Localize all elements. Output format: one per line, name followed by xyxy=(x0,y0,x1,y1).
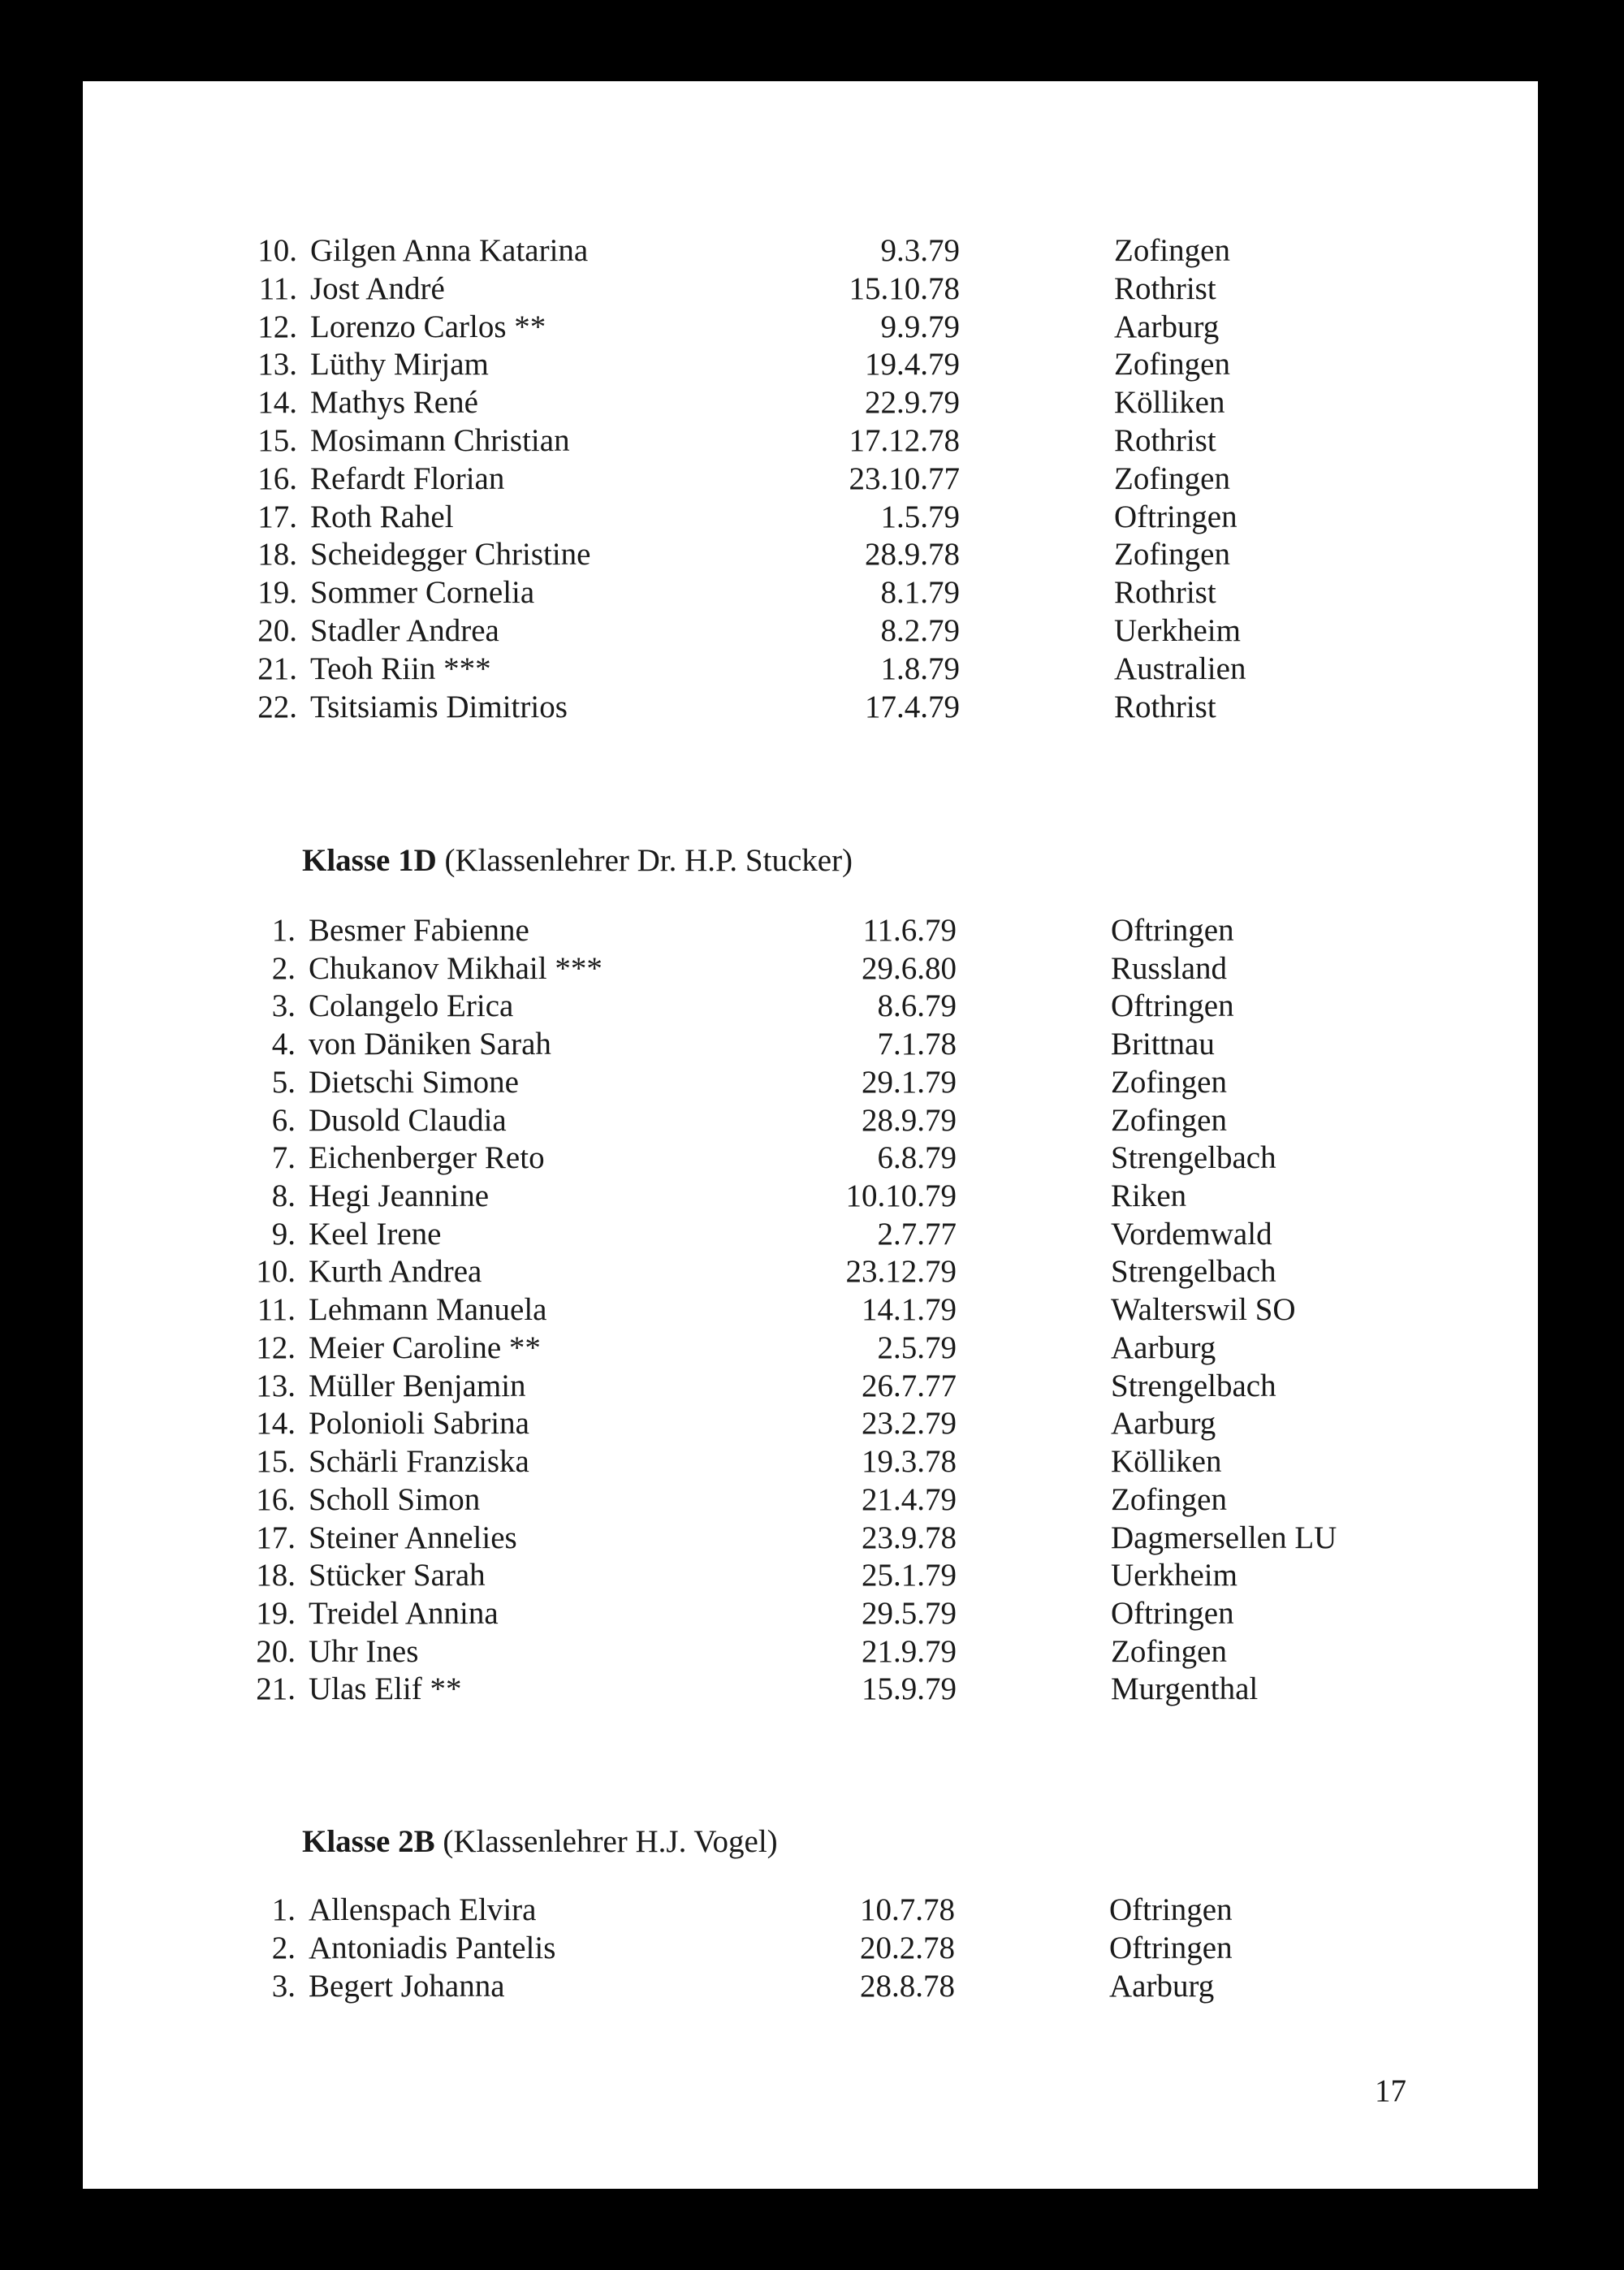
student-name: Gilgen Anna Katarina xyxy=(310,233,589,268)
student-row xyxy=(83,270,1538,308)
student-name: Jost André xyxy=(310,270,445,306)
student-row xyxy=(83,1556,1538,1594)
student-name: Lehmann Manuela xyxy=(309,1292,547,1328)
student-name: Ulas Elif ** xyxy=(309,1671,462,1707)
student-number: 13. xyxy=(257,347,297,383)
student-row xyxy=(83,1215,1538,1253)
student-row xyxy=(83,987,1538,1025)
student-row xyxy=(83,1025,1538,1063)
birth-date: 15.10.78 xyxy=(849,270,960,306)
student-name: Roth Rahel xyxy=(310,499,454,534)
hometown: Oftringen xyxy=(1109,1892,1233,1927)
student-row xyxy=(83,1967,1538,2005)
student-name: von Däniken Sarah xyxy=(309,1027,551,1062)
student-row xyxy=(83,1481,1538,1519)
document-page xyxy=(83,81,1538,2189)
birth-date: 26.7.77 xyxy=(862,1368,957,1403)
hometown: Vordemwald xyxy=(1111,1216,1272,1252)
student-name: Stadler Andrea xyxy=(310,613,499,648)
student-number: 19. xyxy=(256,1595,296,1631)
student-row xyxy=(83,1632,1538,1671)
hometown: Oftringen xyxy=(1111,1595,1234,1631)
hometown: Oftringen xyxy=(1111,988,1234,1024)
student-number: 11. xyxy=(258,270,297,306)
student-number: 3. xyxy=(271,988,296,1024)
birth-date: 25.1.79 xyxy=(862,1558,957,1593)
birth-date: 6.8.79 xyxy=(877,1140,957,1176)
birth-date: 8.2.79 xyxy=(880,613,960,648)
hometown: Rothrist xyxy=(1114,270,1216,306)
student-name: Steiner Annelies xyxy=(309,1520,517,1555)
student-row xyxy=(83,1594,1538,1632)
student-number: 15. xyxy=(256,1444,296,1480)
student-number: 2. xyxy=(271,1931,296,1965)
student-number: 3. xyxy=(271,1969,296,2004)
student-row xyxy=(83,1442,1538,1481)
student-name: Scheidegger Christine xyxy=(310,537,591,573)
student-row xyxy=(83,688,1538,726)
student-number: 13. xyxy=(256,1368,296,1403)
birth-date: 21.4.79 xyxy=(862,1481,957,1517)
student-number: 10. xyxy=(257,233,297,268)
birth-date: 20.2.78 xyxy=(860,1931,955,1965)
hometown: Uerkheim xyxy=(1111,1558,1237,1593)
student-name: Eichenberger Reto xyxy=(309,1140,545,1176)
student-number: 18. xyxy=(257,537,297,573)
student-name: Begert Johanna xyxy=(309,1969,505,2004)
student-row xyxy=(83,1063,1538,1101)
birth-date: 17.4.79 xyxy=(865,689,960,724)
student-row xyxy=(83,1177,1538,1215)
hometown: Brittnau xyxy=(1111,1027,1215,1062)
birth-date: 2.5.79 xyxy=(877,1330,957,1365)
student-row xyxy=(83,383,1538,422)
student-name: Schärli Franziska xyxy=(309,1444,529,1480)
student-number: 7. xyxy=(271,1140,296,1176)
birth-date: 1.8.79 xyxy=(880,651,960,686)
birth-date: 8.6.79 xyxy=(877,988,957,1024)
student-row xyxy=(83,1519,1538,1557)
student-number: 14. xyxy=(257,385,297,421)
birth-date: 19.3.78 xyxy=(862,1444,957,1480)
student-name: Antoniadis Pantelis xyxy=(309,1931,556,1965)
hometown: Aarburg xyxy=(1111,1330,1216,1365)
birth-date: 23.2.79 xyxy=(862,1406,957,1442)
page-content xyxy=(83,81,1538,2189)
student-row xyxy=(83,1367,1538,1405)
student-number: 17. xyxy=(256,1520,296,1555)
student-row xyxy=(83,460,1538,498)
student-name: Polonioli Sabrina xyxy=(309,1406,529,1442)
birth-date: 11.6.79 xyxy=(862,913,957,948)
student-number: 19. xyxy=(257,575,297,611)
birth-date: 7.1.78 xyxy=(877,1027,957,1062)
student-row xyxy=(83,573,1538,612)
hometown: Walterswil SO xyxy=(1111,1292,1296,1328)
student-row xyxy=(83,535,1538,573)
student-name: Besmer Fabienne xyxy=(309,913,529,948)
student-name: Colangelo Erica xyxy=(309,988,514,1024)
hometown: Riken xyxy=(1111,1178,1187,1214)
student-name: Refardt Florian xyxy=(310,460,505,496)
birth-date: 1.5.79 xyxy=(880,499,960,534)
student-name: Dusold Claudia xyxy=(309,1102,507,1138)
birth-date: 23.10.77 xyxy=(849,460,960,496)
student-row xyxy=(83,612,1538,650)
birth-date: 22.9.79 xyxy=(865,385,960,421)
student-number: 9. xyxy=(271,1216,296,1252)
birth-date: 29.5.79 xyxy=(862,1595,957,1631)
hometown: Zofingen xyxy=(1114,347,1230,383)
student-name: Müller Benjamin xyxy=(309,1368,526,1403)
student-row xyxy=(83,1252,1538,1291)
student-number: 10. xyxy=(256,1254,296,1290)
student-name: Lorenzo Carlos ** xyxy=(310,309,546,344)
student-name: Dietschi Simone xyxy=(309,1064,519,1100)
student-row xyxy=(83,231,1538,270)
student-name: Kurth Andrea xyxy=(309,1254,482,1290)
teacher-label: (Klassenlehrer H.J. Vogel) xyxy=(434,1824,778,1859)
hometown: Russland xyxy=(1111,950,1228,986)
student-row xyxy=(83,1101,1538,1139)
section-heading-klasse-2b xyxy=(302,1822,778,1861)
hometown: Oftringen xyxy=(1114,499,1237,534)
student-name: Mathys René xyxy=(310,385,478,421)
student-name: Lüthy Mirjam xyxy=(310,347,489,383)
hometown: Rothrist xyxy=(1114,689,1216,724)
hometown: Strengelbach xyxy=(1111,1140,1276,1176)
hometown: Uerkheim xyxy=(1114,613,1241,648)
student-number: 1. xyxy=(271,913,296,948)
birth-date: 29.1.79 xyxy=(862,1064,957,1100)
student-number: 20. xyxy=(256,1633,296,1669)
student-row xyxy=(83,345,1538,383)
student-name: Treidel Annina xyxy=(309,1595,499,1631)
student-number: 12. xyxy=(257,309,297,344)
student-number: 15. xyxy=(257,423,297,458)
student-name: Scholl Simon xyxy=(309,1481,481,1517)
student-name: Tsitsiamis Dimitrios xyxy=(310,689,568,724)
student-number: 6. xyxy=(271,1102,296,1138)
hometown: Zofingen xyxy=(1114,233,1230,268)
hometown: Kölliken xyxy=(1114,385,1225,421)
student-row xyxy=(83,1929,1538,1967)
student-number: 4. xyxy=(271,1027,296,1062)
hometown: Zofingen xyxy=(1111,1481,1227,1517)
birth-date: 28.8.78 xyxy=(860,1969,955,2004)
student-number: 16. xyxy=(257,460,297,496)
birth-date: 9.3.79 xyxy=(880,233,960,268)
student-number: 18. xyxy=(256,1558,296,1593)
hometown: Murgenthal xyxy=(1111,1671,1259,1707)
student-name: Mosimann Christian xyxy=(310,423,570,458)
student-row xyxy=(83,308,1538,346)
birth-date: 14.1.79 xyxy=(862,1292,957,1328)
hometown: Zofingen xyxy=(1111,1064,1227,1100)
hometown: Strengelbach xyxy=(1111,1368,1276,1403)
student-name: Sommer Cornelia xyxy=(310,575,535,611)
section-heading-klasse-1d xyxy=(302,841,853,880)
hometown: Aarburg xyxy=(1109,1969,1215,2004)
student-row xyxy=(83,1404,1538,1442)
student-row xyxy=(83,1291,1538,1329)
hometown: Zofingen xyxy=(1111,1102,1227,1138)
student-number: 20. xyxy=(257,613,297,648)
student-row xyxy=(83,911,1538,949)
birth-date: 15.9.79 xyxy=(862,1671,957,1707)
hometown: Zofingen xyxy=(1111,1633,1227,1669)
birth-date: 29.6.80 xyxy=(862,950,957,986)
student-number: 21. xyxy=(256,1671,296,1707)
class-label: Klasse 2B xyxy=(302,1824,435,1859)
student-name: Chukanov Mikhail *** xyxy=(309,950,603,986)
student-row xyxy=(83,1329,1538,1367)
hometown: Kölliken xyxy=(1111,1444,1222,1480)
birth-date: 10.10.79 xyxy=(845,1178,957,1214)
student-name: Teoh Riin *** xyxy=(310,651,491,686)
hometown: Zofingen xyxy=(1114,537,1230,573)
student-name: Stücker Sarah xyxy=(309,1558,486,1593)
hometown: Aarburg xyxy=(1114,309,1220,344)
student-number: 2. xyxy=(271,950,296,986)
birth-date: 9.9.79 xyxy=(880,309,960,344)
class-label: Klasse 1D xyxy=(302,843,437,878)
hometown: Australien xyxy=(1114,651,1246,686)
student-number: 11. xyxy=(257,1292,296,1328)
birth-date: 21.9.79 xyxy=(862,1633,957,1669)
student-name: Keel Irene xyxy=(309,1216,442,1252)
hometown: Zofingen xyxy=(1114,460,1230,496)
student-name: Uhr Ines xyxy=(309,1633,419,1669)
birth-date: 2.7.77 xyxy=(877,1216,957,1252)
teacher-label: (Klassenlehrer Dr. H.P. Stucker) xyxy=(436,843,853,878)
student-row xyxy=(83,949,1538,988)
student-row xyxy=(83,650,1538,688)
hometown: Aarburg xyxy=(1111,1406,1216,1442)
birth-date: 10.7.78 xyxy=(860,1892,955,1927)
hometown: Dagmersellen LU xyxy=(1111,1520,1337,1555)
birth-date: 28.9.78 xyxy=(865,537,960,573)
student-number: 1. xyxy=(271,1892,296,1927)
hometown: Oftringen xyxy=(1111,913,1234,948)
hometown: Oftringen xyxy=(1109,1931,1233,1965)
student-name: Allenspach Elvira xyxy=(309,1892,537,1927)
student-name: Meier Caroline ** xyxy=(309,1330,541,1365)
student-number: 22. xyxy=(257,689,297,724)
birth-date: 17.12.78 xyxy=(849,423,960,458)
birth-date: 19.4.79 xyxy=(865,347,960,383)
hometown: Rothrist xyxy=(1114,423,1216,458)
student-number: 16. xyxy=(256,1481,296,1517)
student-row xyxy=(83,1139,1538,1177)
student-row xyxy=(83,498,1538,536)
student-number: 12. xyxy=(256,1330,296,1365)
student-name: Hegi Jeannine xyxy=(309,1178,490,1214)
hometown: Strengelbach xyxy=(1111,1254,1276,1290)
student-row xyxy=(83,1891,1538,1929)
student-row xyxy=(83,1670,1538,1708)
birth-date: 23.12.79 xyxy=(845,1254,957,1290)
birth-date: 28.9.79 xyxy=(862,1102,957,1138)
student-number: 17. xyxy=(257,499,297,534)
birth-date: 8.1.79 xyxy=(880,575,960,611)
student-number: 14. xyxy=(256,1406,296,1442)
birth-date: 23.9.78 xyxy=(862,1520,957,1555)
student-number: 5. xyxy=(271,1064,296,1100)
student-number: 8. xyxy=(271,1178,296,1214)
student-number: 21. xyxy=(257,651,297,686)
student-row xyxy=(83,422,1538,460)
hometown: Rothrist xyxy=(1114,575,1216,611)
page-number: 17 xyxy=(1375,2073,1406,2108)
